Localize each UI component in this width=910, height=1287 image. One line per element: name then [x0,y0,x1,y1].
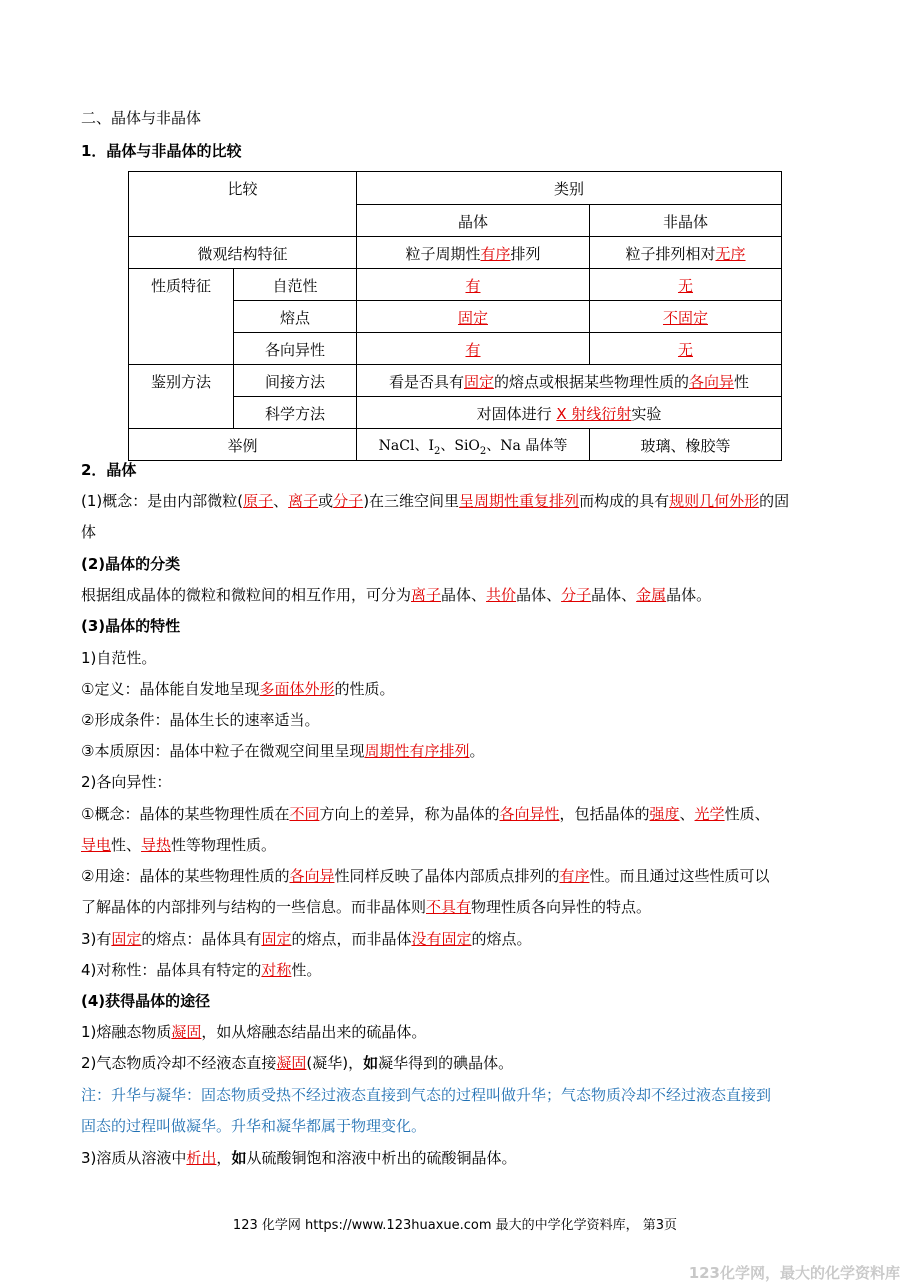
melt-crystal: 固定 [357,301,590,333]
micro-amorphous: 粒子排列相对无序 [590,237,782,269]
section-title: 二、晶体与非晶体 [81,109,202,127]
row-identify-label: 鉴别方法 [129,365,234,429]
selfshape-crystal: 有 [357,269,590,301]
header-crystal: 晶体 [357,204,590,237]
row-science-label: 科学方法 [234,397,357,429]
heading-crystal: 2．晶体 [81,461,137,479]
anisotropy-use-2: 了解晶体的内部排列与结构的一些信息。而非晶体则不具有物理性质各向异性的特点。 [81,898,652,916]
symmetry-line: 4)对称性：晶体具有特定的对称性。 [81,961,322,979]
watermark: 123化学网，最大的化学资料库 [688,1264,900,1282]
aniso-amorphous: 无 [590,333,782,365]
header-compare: 比较 [129,172,357,237]
row-melt-label: 熔点 [234,301,357,333]
row-property-label: 性质特征 [129,269,234,365]
classification-text: 根据组成晶体的微粒和微粒间的相互作用，可分为离子晶体、共价晶体、分子晶体、金属晶体。 [81,586,712,604]
header-amorphous: 非晶体 [590,204,782,237]
selfshape-amorphous: 无 [590,269,782,301]
note-line-1: 注：升华与凝华：固态物质受热不经过液态直接到气态的过程叫做升华；气态物质冷却不经过液态直接到 [81,1086,772,1104]
concept-line-2: 体 [81,523,97,541]
comparison-table [128,171,782,461]
row-micro-label: 微观结构特征 [129,237,357,269]
indirect-method: 看是否具有固定的熔点或根据某些物理性质的各向异性 [357,365,782,397]
science-method: 对固体进行 X 射线衍射实验 [357,397,782,429]
header-category: 类别 [357,172,782,205]
heading-properties: (3)晶体的特性 [81,617,181,635]
aniso-crystal: 有 [357,333,590,365]
page-footer: 123 化学网 https://www.123huaxue.com 最大的中学化学资料库， 第3页 [232,1218,678,1233]
way-2: 2)气态物质冷却不经液态直接凝固(凝华)，如凝华得到的碘晶体。 [81,1054,514,1072]
heading-ways: (4)获得晶体的途径 [81,992,211,1010]
concept-line-1: (1)概念：是由内部微粒(原子、离子或分子)在三维空间里呈周期性重复排列而构成的具有规则几何外形的固 [81,492,790,510]
way-3: 3)溶质从溶液中析出，如从硫酸铜饱和溶液中析出的硫酸铜晶体。 [81,1149,517,1167]
melting-point-line: 3)有固定的熔点：晶体具有固定的熔点，而非晶体没有固定的熔点。 [81,930,532,948]
melt-amorphous: 不固定 [590,301,782,333]
anisotropy-use-1: ②用途：晶体的某些物理性质的各向异性同样反映了晶体内部质点排列的有序性。而且通过这些性质可以 [81,867,770,885]
anisotropy-concept-1: ①概念：晶体的某些物理性质在不同方向上的差异，称为晶体的各向异性，包括晶体的强度、光学性质、 [81,805,770,823]
example-crystal: NaCl、$I_2$、SiO$_2$、Na 晶体等 [357,429,590,461]
heading-comparison: 1．晶体与非晶体的比较 [81,142,242,160]
row-selfshape-label: 自范性 [234,269,357,301]
anisotropy-title: 2)各向异性： [81,773,172,791]
self-shape-cause: ③本质原因：晶体中粒子在微观空间里呈现周期性有序排列。 [81,742,485,760]
self-shape-title: 1)自范性。 [81,649,157,667]
self-shape-condition: ②形成条件：晶体生长的速率适当。 [81,711,320,729]
row-aniso-label: 各向异性 [234,333,357,365]
row-example-label: 举例 [129,429,357,461]
anisotropy-concept-2: 导电性、导热性等物理性质。 [81,836,277,854]
row-indirect-label: 间接方法 [234,365,357,397]
micro-crystal: 粒子周期性有序排列 [357,237,590,269]
heading-classification: (2)晶体的分类 [81,555,181,573]
self-shape-definition: ①定义：晶体能自发地呈现多面体外形的性质。 [81,680,395,698]
note-line-2: 固态的过程叫做凝华。升华和凝华都属于物理变化。 [81,1117,427,1135]
example-amorphous: 玻璃、橡胶等 [590,429,782,461]
way-1: 1)熔融态物质凝固，如从熔融态结晶出来的硫晶体。 [81,1023,427,1041]
